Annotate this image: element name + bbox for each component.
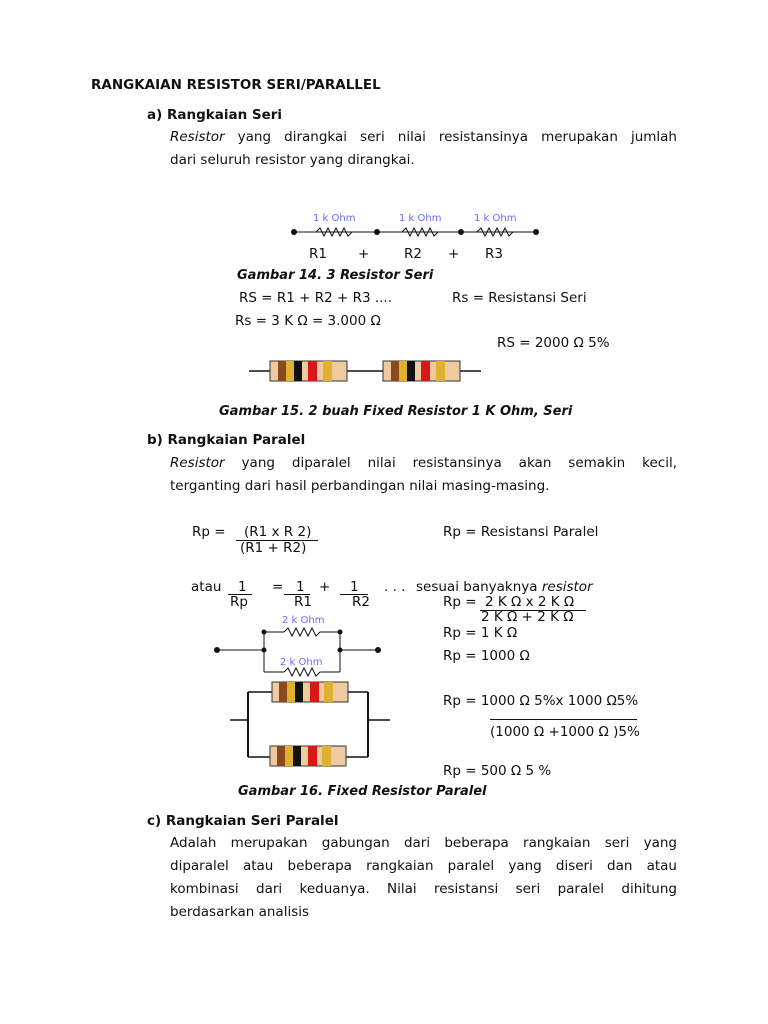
section-b-line1: yang diparalel nilai resistansinya akan semakin kecil,	[224, 455, 677, 471]
bottom-resistor-label: 2 k Ohm	[280, 657, 323, 668]
node-dot	[374, 229, 380, 235]
section-c-line3: kombinasi dari keduanya. Nilai resistansi seri paralel dihitung	[170, 881, 677, 897]
top-resistor-label: 2 k Ohm	[282, 615, 325, 626]
r3-value-label: 1 k Ohm	[474, 213, 517, 224]
frac-one-r1: 1	[296, 579, 305, 595]
figure-14-caption: Gambar 14. 3 Resistor Seri	[237, 268, 434, 283]
plus-sign: +	[358, 246, 370, 262]
section-c-line4: berdasarkan analisis	[170, 904, 310, 920]
plus-sign: +	[448, 246, 460, 262]
frac-one-r2: 1	[350, 579, 359, 595]
calc-1000: Rp = 1000 Ω	[443, 648, 530, 664]
rp-numerator: (R1 x R 2)	[244, 524, 312, 540]
node-dot	[291, 229, 297, 235]
section-b-heading: b) Rangkaian Paralel	[147, 432, 306, 448]
figure-16-caption: Gambar 16. Fixed Resistor Paralel	[238, 784, 487, 799]
section-c-heading: c) Rangkaian Seri Paralel	[147, 813, 339, 829]
color-result: Rp = 500 Ω 5 %	[443, 763, 552, 779]
parallel-circuit-diagram	[208, 610, 388, 678]
color-fraction-line	[490, 719, 637, 720]
section-a-line2: dari seluruh resistor yang dirangkai.	[170, 152, 415, 168]
resistor-word: resistor	[541, 579, 593, 595]
figure-15-caption: Gambar 15. 2 buah Fixed Resistor 1 K Ohm, Seri	[219, 404, 573, 419]
frac-one-rp: 1	[238, 579, 247, 595]
calc-label: Rp =	[443, 594, 477, 610]
rp-label: Rp =	[192, 524, 226, 540]
section-a-heading: a) Rangkaian Seri	[147, 107, 283, 123]
parallel-fixed-resistors	[228, 680, 394, 772]
calc-denominator: 2 K Ω + 2 K Ω	[481, 609, 574, 625]
fixed-resistor	[272, 682, 348, 702]
section-a-italic-word: Resistor	[170, 129, 225, 145]
rs-color-value: RS = 2000 Ω 5%	[497, 335, 610, 351]
calc-numerator: 2 K Ω x 2 K Ω	[485, 594, 575, 610]
section-b-paragraph	[170, 452, 677, 498]
ellipsis: . . .	[384, 579, 406, 595]
series-fixed-resistors	[247, 358, 483, 384]
node-dot	[458, 229, 464, 235]
rs-definition: Rs = Resistansi Seri	[452, 290, 587, 306]
frac-r2: R2	[352, 594, 370, 610]
section-c-line2: diparalel atau beberapa rangkaian paralel yang diseri dan atau	[170, 858, 677, 874]
color-numerator: Rp = 1000 Ω 5%x 1000 Ω5%	[443, 693, 639, 709]
section-b-line2: terganting dari hasil perbandingan nilai masing-masing.	[170, 478, 550, 494]
resistor-bottom-symbol	[284, 668, 320, 676]
rs-value: Rs = 3 K Ω = 3.000 Ω	[235, 313, 381, 329]
sesuai-words: sesuai banyaknya	[416, 579, 538, 595]
sesuai-text	[416, 579, 593, 595]
rp-denominator: (R1 + R2)	[240, 540, 307, 556]
fixed-resistor	[270, 746, 346, 766]
calc-1k: Rp = 1 K Ω	[443, 625, 518, 641]
fixed-resistor	[270, 361, 347, 381]
resistor-top-symbol	[284, 628, 320, 636]
r1-name: R1	[309, 246, 327, 262]
section-a-paragraph	[170, 126, 677, 172]
color-denominator: (1000 Ω +1000 Ω )5%	[490, 724, 640, 740]
page-title: RANGKAIAN RESISTOR SERI/PARALLEL	[91, 77, 381, 93]
r1-value-label: 1 k Ohm	[313, 213, 356, 224]
plus-sign: +	[319, 579, 331, 595]
fixed-resistor	[383, 361, 460, 381]
section-b-italic-word: Resistor	[170, 455, 225, 471]
rp-definition: Rp = Resistansi Paralel	[443, 524, 599, 540]
frac-r1: R1	[294, 594, 312, 610]
r2-name: R2	[404, 246, 422, 262]
series-circuit-diagram	[280, 205, 550, 245]
equals-sign: =	[272, 579, 284, 595]
frac-rp: Rp	[230, 594, 248, 610]
rs-formula: RS = R1 + R2 + R3 ....	[239, 290, 392, 306]
section-a-line1: yang dirangkai seri nilai resistansinya merupakan jumlah	[224, 129, 677, 145]
section-c-paragraph	[170, 832, 677, 924]
r3-name: R3	[485, 246, 503, 262]
atau-word: atau	[191, 579, 222, 595]
r2-value-label: 1 k Ohm	[399, 213, 442, 224]
node-dot	[533, 229, 539, 235]
section-c-line1: Adalah merupakan gabungan dari beberapa rangkaian seri yang	[170, 835, 677, 851]
